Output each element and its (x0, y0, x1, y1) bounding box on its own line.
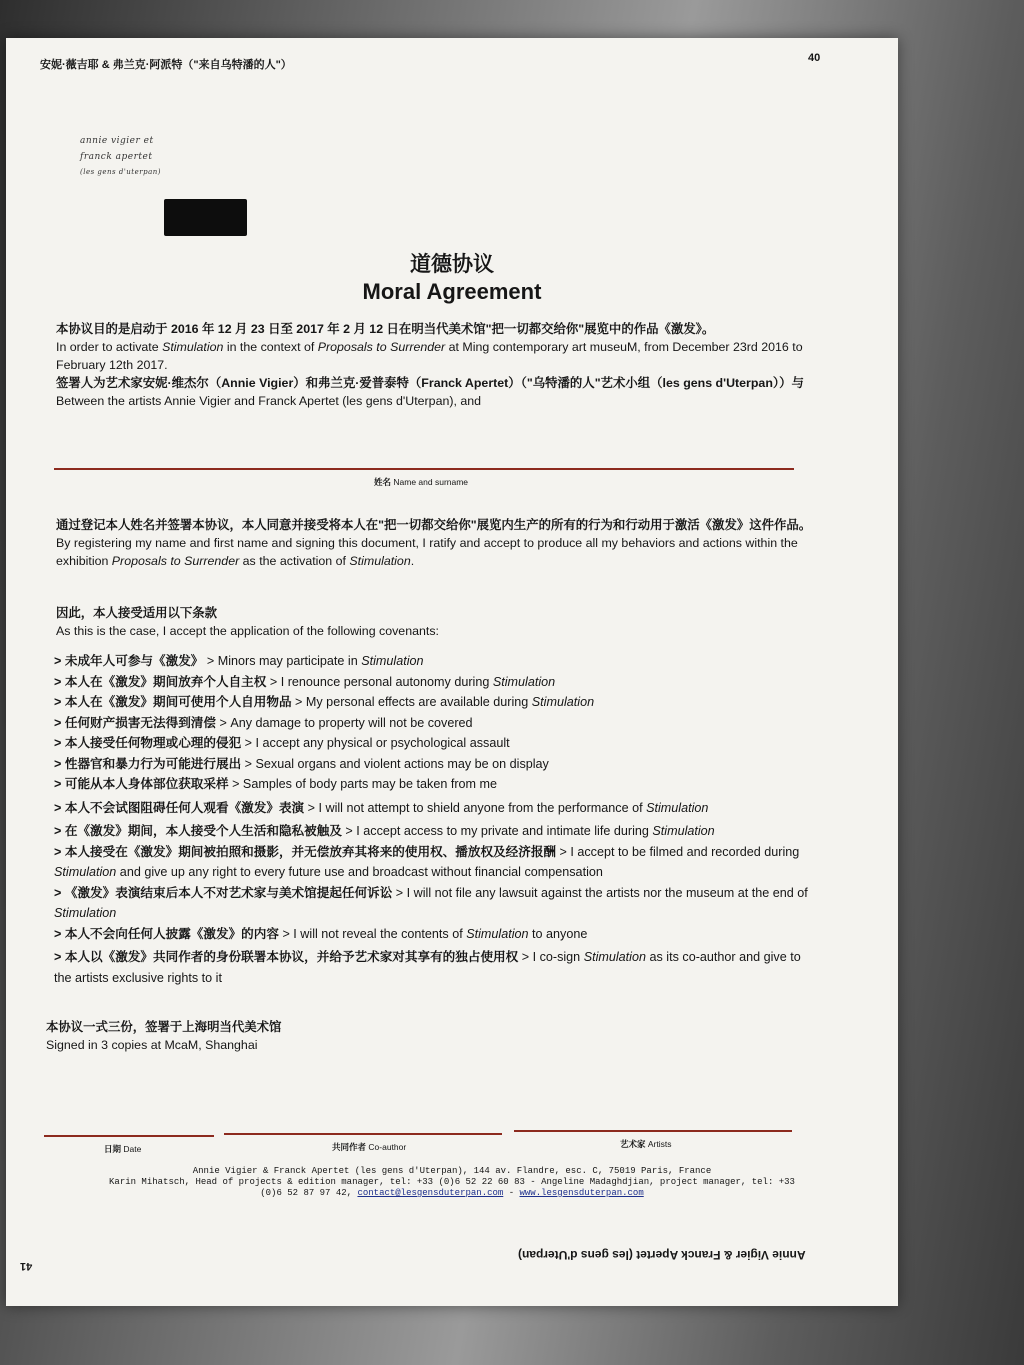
name-signature-line[interactable] (54, 468, 794, 470)
handwritten-line: franck apertet (80, 152, 153, 162)
coauthor-label: 共同作者 Co-author (332, 1142, 407, 1152)
document-page (6, 38, 898, 1306)
covenant-item: > 任何财产损害无法得到清偿 > Any damage to property will not be covered (54, 715, 473, 730)
covenant-item: > 《激发》表演结束后本人不对艺术家与美术馆提起任何诉讼 > I will not file any lawsuit against the artists nor the museum at the end of Stimulation (54, 885, 808, 920)
handwritten-line: (les gens d'uterpan) (80, 168, 161, 176)
covenant-item: > 未成年人可参与《激发》 > Minors may participate in Stimulation (54, 654, 424, 668)
artists-signature-line[interactable] (514, 1130, 792, 1132)
covenant-item: > 本人不会试图阻碍任何人观看《激发》表演 > I will not attempt to shield anyone from the performance of Stimulation (54, 800, 709, 815)
footer-contact (6, 1166, 898, 1199)
redaction-box (164, 199, 247, 236)
footer-contacts: Karin Mihatsch, Head of projects & edition manager, tel: +33 (0)6 52 22 60 83 - Angeline Madaghdjian, project manager, tel: +33 (109, 1177, 795, 1187)
covenant-item: > 性器官和暴力行为可能进行展出 > Sexual organs and violent actions may be on display (54, 756, 549, 771)
artists-label: 艺术家 Artists (620, 1139, 672, 1149)
purpose-english: In order to activate Stimulation in the context of Proposals to Surrender at Ming contemporary art museuM, from December 23rd 2016 to February 12th 2017. (56, 340, 803, 372)
handwritten-note (80, 136, 161, 176)
covenants-intro-chinese: 因此，本人接受适用以下条款 (56, 606, 218, 620)
covenant-item: > 可能从本人身体部位获取采样 > Samples of body parts may be taken from me (54, 777, 498, 791)
covenant-item: > 本人接受任何物理或心理的侵犯 > I accept any physical or psychological assault (54, 736, 510, 750)
title-chinese: 道德协议 (410, 251, 494, 276)
parties-chinese: 签署人为艺术家安妮·维杰尔（Annie Vigier）和弗兰克·爱普泰特（Franck Apertet）（"乌特潘的人"艺术小组（les gens d'Uterpan））与 (56, 376, 804, 390)
title-english: Moral Agreement (362, 279, 542, 304)
name-field-label: 姓名 Name and surname (374, 477, 469, 487)
email-link[interactable]: contact@lesgensduterpan.com (357, 1188, 504, 1198)
covenant-item: > 在《激发》期间，本人接受个人生活和隐私被触及 > I accept access to my private and intimate life during Stimulation (54, 824, 715, 838)
signed-chinese: 本协议一式三份，签署于上海明当代美术馆 (46, 1020, 282, 1034)
ratify-paragraph (56, 516, 816, 570)
footer-address: Annie Vigier & Franck Apertet (les gens d'Uterpan), 144 av. Flandre, esc. C, 75019 Paris, France (192, 1166, 712, 1176)
ratify-english: By registering my name and first name and signing this document, I ratify and accept to produce all my behaviors and actions within the exhibition Proposals to Surrender as the activation of Stimulation. (56, 536, 798, 568)
handwritten-line: annie vigier et (80, 136, 154, 146)
page-number: 40 (808, 52, 821, 64)
date-signature-line[interactable] (44, 1135, 214, 1137)
running-header: 安妮·薇吉耶 & 弗兰克·阿派特（"来自乌特潘的人"） (40, 59, 292, 71)
coauthor-signature-line[interactable] (224, 1133, 502, 1135)
covenant-item: > 本人在《激发》期间可使用个人自用物品 > My personal effects are available during Stimulation (54, 695, 595, 709)
covenant-item: > 本人接受在《激发》期间被拍照和摄影，并无偿放弃其将来的使用权、播放权及经济报酬 > I accept to be filmed and recorded during Stimulation and give up any right to every future use and broadcast without financial compensation (54, 844, 800, 879)
covenant-item: > 本人以《激发》共同作者的身份联署本协议，并给予艺术家对其享有的独占使用权 > I co-sign Stimulation as its co-author and give to the artists exclusive rights to it (54, 950, 801, 985)
signed-english: Signed in 3 copies at McaM, Shanghai (46, 1038, 258, 1052)
ratify-chinese: 通过登记本人姓名并签署本协议，本人同意并接受将本人在"把一切都交给你"展览内生产的所有的行为和行动用于激活《激发》这件作品。 (56, 518, 812, 532)
covenants-list (54, 651, 814, 988)
covenant-item: > 本人在《激发》期间放弃个人自主权 > I renounce personal autonomy during Stimulation (54, 674, 556, 689)
signed-statement (46, 1018, 806, 1054)
parties-english: Between the artists Annie Vigier and Franck Apertet (les gens d'Uterpan), and (56, 394, 482, 408)
covenants-intro-english: As this is the case, I accept the application of the following covenants: (56, 624, 439, 638)
purpose-chinese: 本协议目的是启动于 2016 年 12 月 23 日至 2017 年 2 月 12 日在明当代美术馆"把一切都交给你"展览中的作品《激发》。 (56, 322, 715, 336)
covenants-intro (56, 604, 816, 640)
date-label: 日期 Date (104, 1144, 142, 1154)
footer-links: (0)6 52 87 97 42, contact@lesgensduterpan.com - www.lesgensduterpan.com (260, 1188, 644, 1198)
bleed-through-page-number: 41 (20, 1260, 33, 1272)
covenant-item: > 本人不会向任何人披露《激发》的内容 > I will not reveal the contents of Stimulation to anyone (54, 926, 588, 941)
bleed-through-header: Annie Vigier & Franck Apertet (les gens d'Uterpan) (518, 1248, 806, 1262)
intro-paragraph (56, 320, 816, 410)
website-link[interactable]: www.lesgensduterpan.com (519, 1188, 644, 1198)
